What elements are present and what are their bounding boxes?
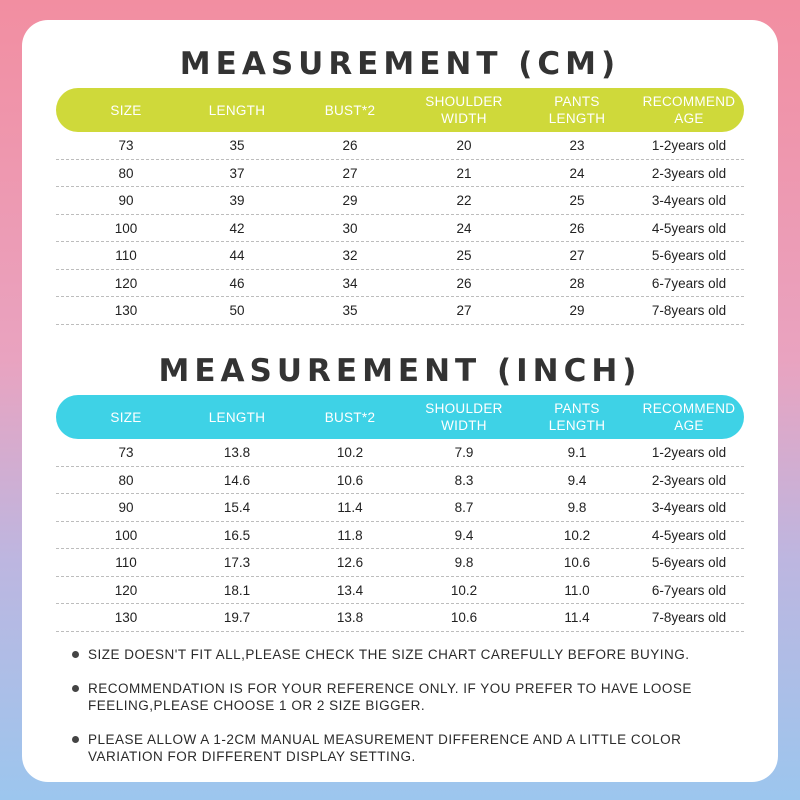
inch-cell-length: 13.8 bbox=[223, 445, 251, 460]
inch-header-size: SIZE bbox=[110, 409, 142, 425]
table-row bbox=[56, 494, 744, 522]
inch-table-body bbox=[56, 439, 744, 632]
cm-cell-pants-length: 27 bbox=[569, 248, 585, 263]
inch-cell-shoulder-width: 10.6 bbox=[450, 610, 478, 625]
table-row bbox=[56, 215, 744, 243]
cm-cell-length: 39 bbox=[229, 193, 245, 208]
note-item: RECOMMENDATION IS FOR YOUR REFERENCE ONLY. IF YOU PREFER TO HAVE LOOSE FEELING,PLEASE CHOOSE 1 OR 2 SIZE BIGGER. bbox=[70, 680, 760, 714]
inch-cell-recommend-age: 4-5years old bbox=[651, 527, 727, 543]
inch-cell-bust: 10.2 bbox=[336, 445, 364, 460]
cm-cell-recommend-age: 7-8years old bbox=[651, 303, 727, 318]
inch-cell-recommend-age: 6-7years old bbox=[651, 582, 727, 598]
cm-cell-length: 35 bbox=[229, 138, 245, 153]
cm-cell-length: 46 bbox=[229, 275, 245, 291]
inch-cell-recommend-age: 3-4years old bbox=[651, 500, 727, 515]
inch-cell-recommend-age: 1-2years old bbox=[651, 445, 727, 460]
table-row bbox=[56, 549, 744, 577]
cm-cell-bust: 35 bbox=[342, 303, 358, 318]
inch-cell-size: 110 bbox=[115, 555, 137, 570]
table-row bbox=[56, 187, 744, 215]
table-row bbox=[56, 297, 744, 325]
inch-cell-length: 18.1 bbox=[223, 582, 251, 598]
inch-cell-shoulder-width: 8.7 bbox=[454, 500, 474, 515]
cm-cell-size: 73 bbox=[118, 138, 134, 153]
table-row bbox=[56, 439, 744, 467]
size-chart-card bbox=[22, 20, 778, 782]
table-row bbox=[56, 270, 744, 298]
inch-header-length: LENGTH bbox=[208, 409, 266, 425]
inch-cell-bust: 11.8 bbox=[337, 527, 363, 543]
inch-cell-shoulder-width: 10.2 bbox=[450, 582, 478, 598]
table-row bbox=[56, 242, 744, 270]
cm-table-header bbox=[56, 88, 744, 132]
inch-cell-size: 100 bbox=[114, 527, 138, 543]
inch-cell-length: 14.6 bbox=[223, 472, 251, 488]
cm-cell-length: 42 bbox=[229, 220, 245, 236]
cm-cell-shoulder-width: 22 bbox=[456, 193, 472, 208]
cm-cell-bust: 30 bbox=[342, 220, 358, 236]
table-row bbox=[56, 577, 744, 605]
inch-table-header bbox=[56, 395, 744, 439]
cm-cell-shoulder-width: 24 bbox=[456, 220, 472, 236]
inch-table-title: MEASUREMENT (INCH) bbox=[158, 353, 642, 389]
cm-cell-size: 100 bbox=[114, 220, 138, 236]
note-item: PLEASE ALLOW A 1-2CM MANUAL MEASUREMENT DIFFERENCE AND A LITTLE COLOR VARIATION FOR DIFFERENT DISPLAY SETTING. bbox=[70, 731, 760, 765]
cm-cell-bust: 27 bbox=[342, 165, 358, 181]
cm-cell-bust: 26 bbox=[342, 138, 358, 153]
cm-cell-pants-length: 25 bbox=[569, 193, 585, 208]
table-row bbox=[56, 160, 744, 188]
cm-cell-shoulder-width: 26 bbox=[456, 275, 472, 291]
note-item: SIZE DOESN'T FIT ALL,PLEASE CHECK THE SIZE CHART CAREFULLY BEFORE BUYING. bbox=[70, 646, 760, 663]
inch-cell-size: 80 bbox=[118, 472, 134, 488]
cm-header-length: LENGTH bbox=[208, 102, 266, 118]
inch-cell-size: 73 bbox=[118, 445, 134, 460]
inch-header-recommend-age: RECOMMEND AGE bbox=[642, 401, 736, 433]
cm-header-recommend-age: RECOMMEND AGE bbox=[642, 94, 736, 126]
cm-cell-recommend-age: 6-7years old bbox=[651, 275, 727, 291]
table-row bbox=[56, 604, 744, 632]
inch-header-bust: BUST*2 bbox=[324, 409, 376, 425]
cm-header-size: SIZE bbox=[110, 102, 142, 118]
inch-cell-pants-length: 9.8 bbox=[567, 500, 587, 515]
cm-cell-recommend-age: 4-5years old bbox=[651, 220, 727, 236]
inch-cell-bust: 11.4 bbox=[337, 500, 363, 515]
cm-cell-shoulder-width: 25 bbox=[456, 248, 472, 263]
cm-cell-length: 50 bbox=[229, 303, 245, 318]
inch-cell-length: 15.4 bbox=[223, 500, 251, 515]
inch-cell-shoulder-width: 7.9 bbox=[454, 445, 474, 460]
inch-header-shoulder-width: SHOULDER WIDTH bbox=[425, 401, 503, 433]
inch-header-pants-length: PANTS LENGTH bbox=[548, 401, 606, 433]
cm-cell-bust: 29 bbox=[342, 193, 358, 208]
cm-cell-pants-length: 28 bbox=[569, 275, 585, 291]
cm-cell-recommend-age: 2-3years old bbox=[651, 165, 727, 181]
cm-cell-size: 110 bbox=[115, 248, 137, 263]
cm-header-bust: BUST*2 bbox=[324, 102, 376, 118]
cm-cell-pants-length: 24 bbox=[569, 165, 585, 181]
inch-cell-pants-length: 9.4 bbox=[567, 472, 587, 488]
cm-header-shoulder-width: SHOULDER WIDTH bbox=[425, 94, 503, 126]
table-row bbox=[56, 522, 744, 550]
cm-cell-bust: 32 bbox=[342, 248, 358, 263]
inch-cell-pants-length: 10.6 bbox=[563, 555, 591, 570]
inch-cell-pants-length: 11.0 bbox=[564, 582, 590, 598]
cm-cell-shoulder-width: 20 bbox=[456, 138, 472, 153]
cm-cell-size: 80 bbox=[118, 165, 134, 181]
inch-cell-pants-length: 11.4 bbox=[564, 610, 590, 625]
cm-cell-pants-length: 26 bbox=[569, 220, 585, 236]
cm-cell-bust: 34 bbox=[342, 275, 358, 291]
inch-cell-bust: 10.6 bbox=[336, 472, 364, 488]
inch-cell-recommend-age: 5-6years old bbox=[651, 555, 727, 570]
inch-cell-size: 120 bbox=[114, 582, 138, 598]
bullet-icon bbox=[72, 736, 79, 743]
inch-cell-size: 90 bbox=[118, 500, 134, 515]
cm-table-body bbox=[56, 132, 744, 325]
cm-cell-pants-length: 23 bbox=[569, 138, 585, 153]
inch-cell-length: 17.3 bbox=[223, 555, 251, 570]
inch-cell-bust: 13.4 bbox=[336, 582, 364, 598]
cm-cell-shoulder-width: 27 bbox=[456, 303, 472, 318]
table-row bbox=[56, 132, 744, 160]
inch-cell-shoulder-width: 9.8 bbox=[454, 555, 474, 570]
cm-cell-size: 90 bbox=[118, 193, 134, 208]
cm-header-pants-length: PANTS LENGTH bbox=[548, 94, 606, 126]
cm-table-title: MEASUREMENT (CM) bbox=[179, 46, 621, 82]
bullet-icon bbox=[72, 651, 79, 658]
bullet-icon bbox=[72, 685, 79, 692]
inch-cell-bust: 13.8 bbox=[336, 610, 364, 625]
inch-cell-pants-length: 10.2 bbox=[563, 527, 591, 543]
cm-cell-recommend-age: 1-2years old bbox=[651, 138, 727, 153]
inch-cell-shoulder-width: 9.4 bbox=[454, 527, 474, 543]
inch-cell-size: 130 bbox=[114, 610, 138, 625]
cm-cell-length: 37 bbox=[229, 165, 245, 181]
inch-cell-length: 19.7 bbox=[223, 610, 251, 625]
notes-list bbox=[70, 646, 760, 782]
inch-cell-bust: 12.6 bbox=[336, 555, 364, 570]
cm-cell-recommend-age: 5-6years old bbox=[651, 248, 727, 263]
inch-cell-pants-length: 9.1 bbox=[567, 445, 587, 460]
cm-cell-pants-length: 29 bbox=[569, 303, 585, 318]
cm-cell-size: 130 bbox=[114, 303, 138, 318]
cm-cell-length: 44 bbox=[229, 248, 245, 263]
inch-cell-recommend-age: 7-8years old bbox=[651, 610, 727, 625]
inch-cell-recommend-age: 2-3years old bbox=[651, 472, 727, 488]
cm-cell-shoulder-width: 21 bbox=[456, 165, 472, 181]
cm-cell-recommend-age: 3-4years old bbox=[651, 193, 727, 208]
cm-cell-size: 120 bbox=[114, 275, 138, 291]
inch-cell-shoulder-width: 8.3 bbox=[454, 472, 474, 488]
inch-cell-length: 16.5 bbox=[223, 527, 251, 543]
table-row bbox=[56, 467, 744, 495]
